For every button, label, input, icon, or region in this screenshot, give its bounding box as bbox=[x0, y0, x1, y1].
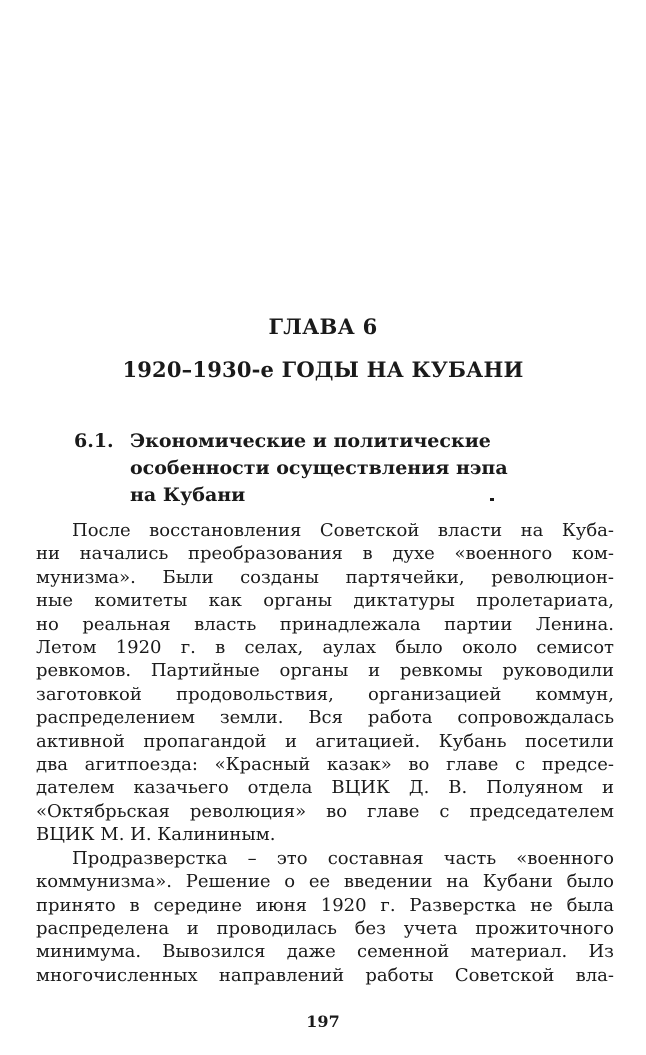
text-line: активной пропагандой и агитацией. Кубань посетили bbox=[36, 730, 614, 752]
chapter-label: ГЛАВА 6 bbox=[268, 314, 378, 339]
text-line: ные комитеты как органы диктатуры пролетариата, bbox=[36, 590, 614, 612]
text-line: дателем казачьего отдела ВЦИК Д. В. Полуяном и bbox=[36, 777, 614, 799]
text-line: ревкомов. Партийные органы и ревкомы руководили bbox=[36, 660, 614, 682]
text-line: «Октябрьская революция» во главе с председателем bbox=[36, 800, 614, 822]
text-line: распределена и проводилась без учета прожиточного bbox=[36, 917, 614, 939]
section-number: 6.1. bbox=[74, 430, 114, 452]
text-line: заготовкой продовольствия, организацией коммун, bbox=[36, 683, 614, 705]
paragraph bbox=[36, 519, 614, 847]
body-text bbox=[36, 519, 614, 987]
text-line: минимума. Вывозился даже семенной материал. Из bbox=[36, 941, 614, 963]
section-title-line: особенности осуществления нэпа bbox=[130, 457, 508, 479]
text-line: многочисленных направлений работы Советской вла- bbox=[36, 964, 614, 986]
text-line: Продразверстка – это составная часть «военного bbox=[72, 847, 614, 869]
section-title-line: Экономические и политические bbox=[130, 430, 491, 452]
text-line: ВЦИК М. И. Калининым. bbox=[36, 824, 276, 846]
text-line: принято в середине июня 1920 г. Разверстка не была bbox=[36, 894, 614, 916]
text-line: Летом 1920 г. в селах, аулах было около семисот bbox=[36, 637, 614, 659]
text-line: распределением земли. Вся работа сопровождалась bbox=[36, 707, 614, 729]
text-line: ни начались преобразования в духе «военного ком- bbox=[36, 543, 614, 565]
text-line: мунизма». Были созданы партячейки, революцион- bbox=[36, 566, 614, 588]
page-number: 197 bbox=[306, 1012, 340, 1031]
text-line: два агитпоезда: «Красный казак» во главе с предсе- bbox=[36, 754, 614, 776]
section-title bbox=[130, 428, 590, 509]
paragraph bbox=[36, 847, 614, 987]
text-line: но реальная власть принадлежала партии Ленина. bbox=[36, 613, 614, 635]
section-title-line: на Кубани bbox=[130, 484, 246, 506]
text-line: После восстановления Советской власти на Куба- bbox=[72, 520, 614, 541]
chapter-title: 1920–1930-е ГОДЫ НА КУБАНИ bbox=[122, 357, 524, 382]
text-line: коммунизма». Решение о ее введении на Кубани было bbox=[36, 871, 614, 893]
print-speck bbox=[490, 498, 494, 501]
